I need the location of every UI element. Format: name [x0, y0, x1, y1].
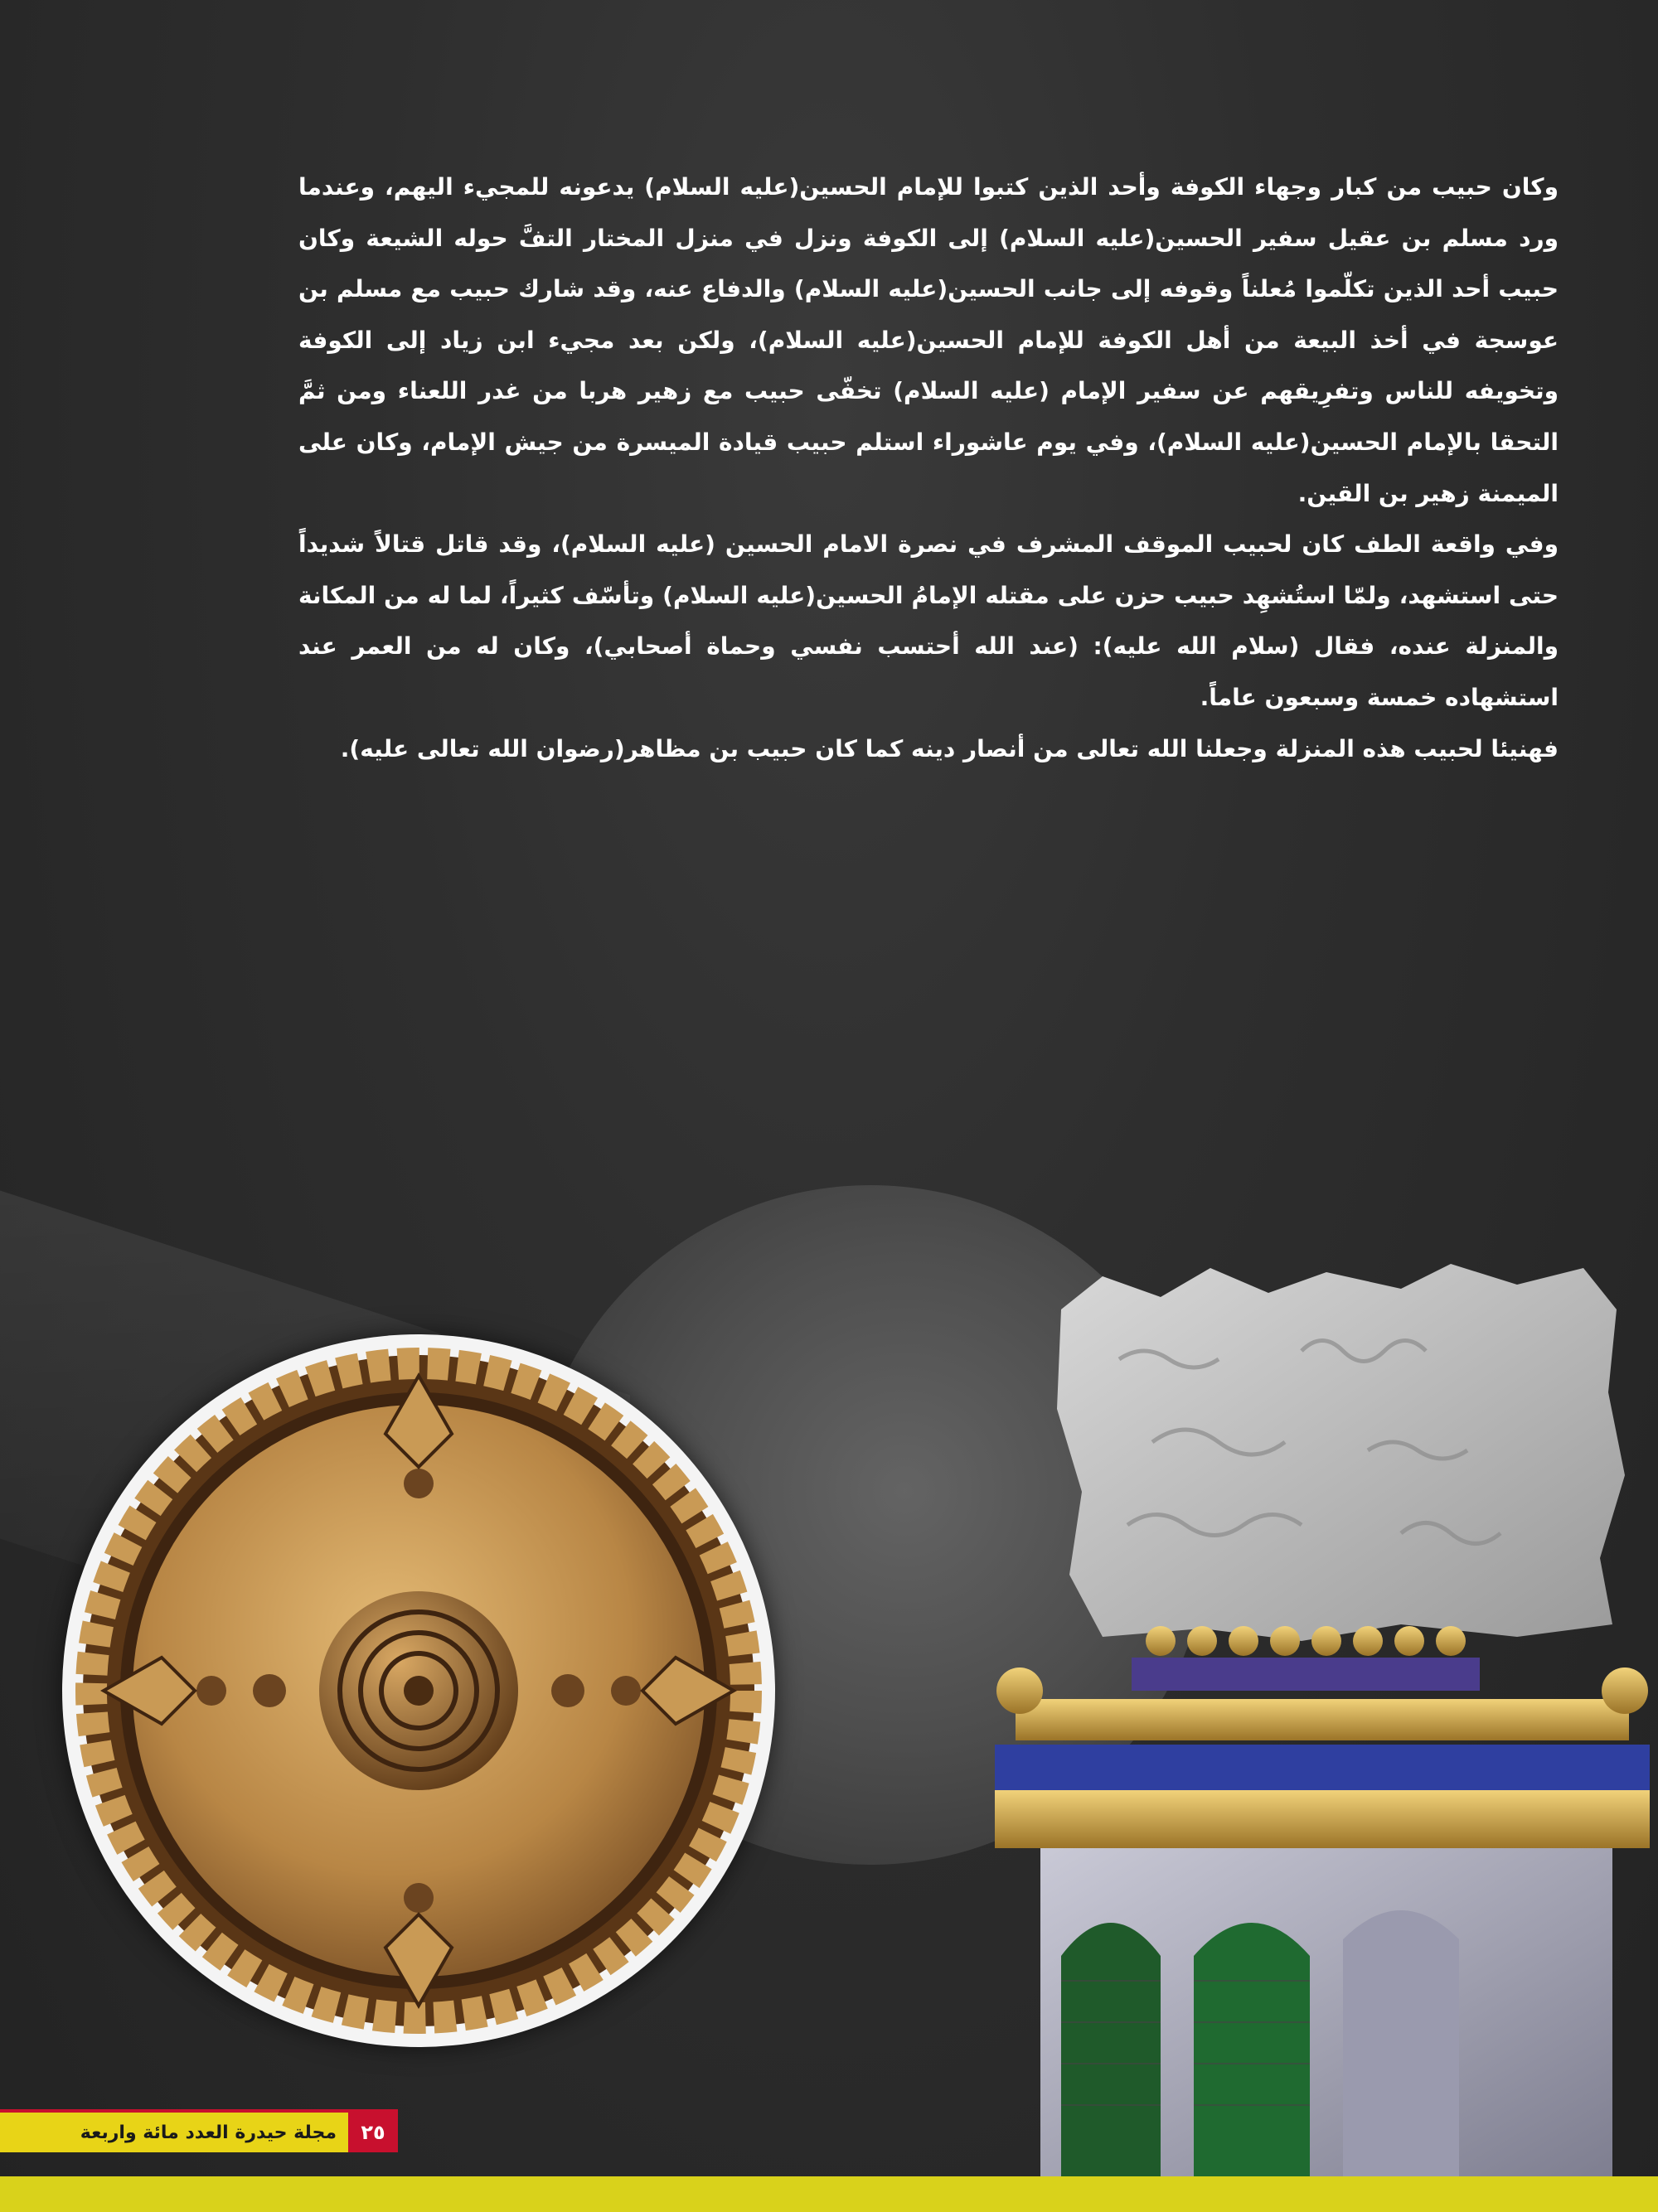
article-paragraph-3: فهنيئا لحبيب هذه المنزلة وجعلنا الله تعالى من أنصار دينه كما كان حبيب بن مظاهر(رضوان الله تعالى عليه).	[340, 734, 1559, 762]
article-paragraph-1: وكان حبيب من كبار وجهاء الكوفة وأحد الذين كتبوا للإمام الحسين(عليه السلام) يدعونه للمجيء اليهم، وعندما ورد مسلم بن عقيل سفير الحسين(عليه السلام) إلى الكوفة ونزل في منزل المختار التفَّ حوله الشيعة وكان حبيب أحد الذين تكلّموا مُعلناً وقوفه إلى جانب الحسين(عليه السلام) والدفاع عنه، وقد شارك حبيب مع مسلم بن عوسجة في أخذ البيعة من أهل الكوفة للإمام الحسين(عليه السلام)، ولكن بعد مجيء ابن زياد إلى الكوفة وتخويفه للناس وتفرِيقهم عن سفير الإمام (عليه السلام) تخفّى حبيب مع زهير هربا من غدر اللعناء ومن ثمَّ التحقا بالإمام الحسين(عليه السلام)، وفي يوم عاشوراء استلم حبيب قيادة الميسرة من جيش الإمام، وكان على الميمنة زهير بن القين.	[298, 173, 1559, 507]
footer-yellow-bar	[0, 2176, 1658, 2212]
article-paragraph-2: وفي واقعة الطف كان لحبيب الموقف المشرف في نصرة الامام الحسين (عليه السلام)، وقد قاتل قتالاً شديداً حتى استشهد، ولمّا استُشهِد حبيب حزن على مقتله الإمامُ الحسين(عليه السلام) وتأسّف كثيراً، لما له من المكانة والمنزلة عنده، فقال (سلام الله عليه): (عند الله أحتسب نفسي وحماة أصحابي)، وكان له من العمر عند استشهاده خمسة وسبعون عاماً.	[298, 530, 1559, 711]
magazine-issue-label: مجلة حيدرة العدد مائة واربعة	[0, 2113, 348, 2152]
shield-image	[62, 1334, 775, 2047]
article-body	[298, 162, 1559, 774]
manuscript-parchment-image	[1053, 1260, 1625, 1641]
shrine-image	[970, 1608, 1658, 2180]
page-number: ٢٥	[348, 2113, 398, 2152]
page-footer-label	[0, 2113, 398, 2152]
